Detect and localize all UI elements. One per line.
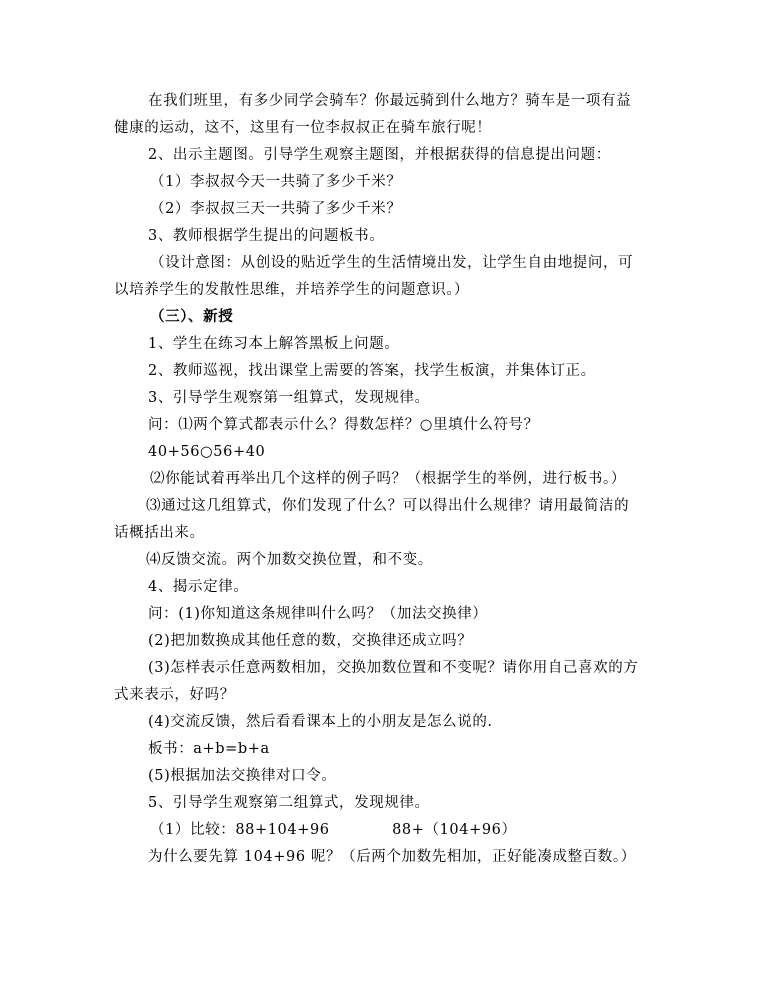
- paragraph-line: 问：(1)你知道这条规律叫什么吗？（加法交换律）: [148, 606, 488, 622]
- paragraph-line: 话概括出来。: [114, 525, 205, 541]
- paragraph-line: 3、引导学生观察第一组算式，发现规律。: [148, 390, 430, 406]
- question-line: （2）李叔叔三天一共骑了多少千米？: [150, 201, 402, 217]
- paragraph-line: ⑶通过这几组算式，你们发现了什么？可以得出什么规律？请用最简洁的: [146, 498, 630, 514]
- paragraph-line: (5)根据加法交换律对口令。: [148, 768, 337, 784]
- paragraph-line: （设计意图：从创设的贴近学生的生活情境出发，让学生自由地提问，可: [150, 255, 634, 271]
- question-line: （1）李叔叔今天一共骑了多少千米？: [150, 174, 402, 190]
- paragraph-line: (3)怎样表示任意两数相加，交换加数位置和不变呢？请你用自己喜欢的方: [148, 660, 639, 676]
- paragraph-line: ⑷反馈交流。两个加数交换位置，和不变。: [146, 552, 433, 568]
- paragraph-line: 2、出示主题图。引导学生观察主题图，并根据获得的信息提出问题：: [148, 147, 611, 163]
- paragraph-line: 为什么要先算 104+96 呢？（后两个加数先相加，正好能凑成整百数。）: [148, 849, 636, 865]
- paragraph-line: 3、教师根据学生提出的问题板书。: [148, 228, 385, 244]
- paragraph-line: 2、教师巡视，找出课堂上需要的答案，找学生板演，并集体订正。: [148, 363, 596, 379]
- paragraph-line: 健康的运动，这不，这里有一位李叔叔正在骑车旅行呢！: [114, 120, 492, 136]
- paragraph-line: 1、学生在练习本上解答黑板上问题。: [148, 336, 400, 352]
- paragraph-line: 5、引导学生观察第二组算式，发现规律。: [148, 795, 430, 811]
- comparison-line: （1）比较：88+104+96 88+（104+96）: [150, 822, 517, 838]
- paragraph-line: 以培养学生的发散性思维，并培养学生的问题意识。）: [114, 282, 470, 298]
- paragraph-line: (2)把加数换成其他任意的数，交换律还成立吗？: [148, 633, 473, 649]
- paragraph-line: 在我们班里，有多少同学会骑车？你最远骑到什么地方？骑车是一项有益: [148, 93, 632, 109]
- paragraph-line: ⑵你能试着再举出几个这样的例子吗？（根据学生的举例，进行板书。）: [150, 471, 626, 487]
- paragraph-line: 式来表示，好吗？: [114, 687, 235, 703]
- paragraph-line: (4)交流反馈，然后看看课本上的小朋友是怎么说的.: [148, 714, 493, 730]
- formula-line: 40+56○56+40: [148, 444, 266, 460]
- paragraph-line: 问：⑴两个算式都表示什么？得数怎样？○里填什么符号？: [148, 417, 539, 433]
- section-heading: （三）、新授: [150, 308, 234, 325]
- formula-line: 板书：a+b=b+a: [148, 741, 270, 757]
- paragraph-line: 4、揭示定律。: [148, 579, 249, 595]
